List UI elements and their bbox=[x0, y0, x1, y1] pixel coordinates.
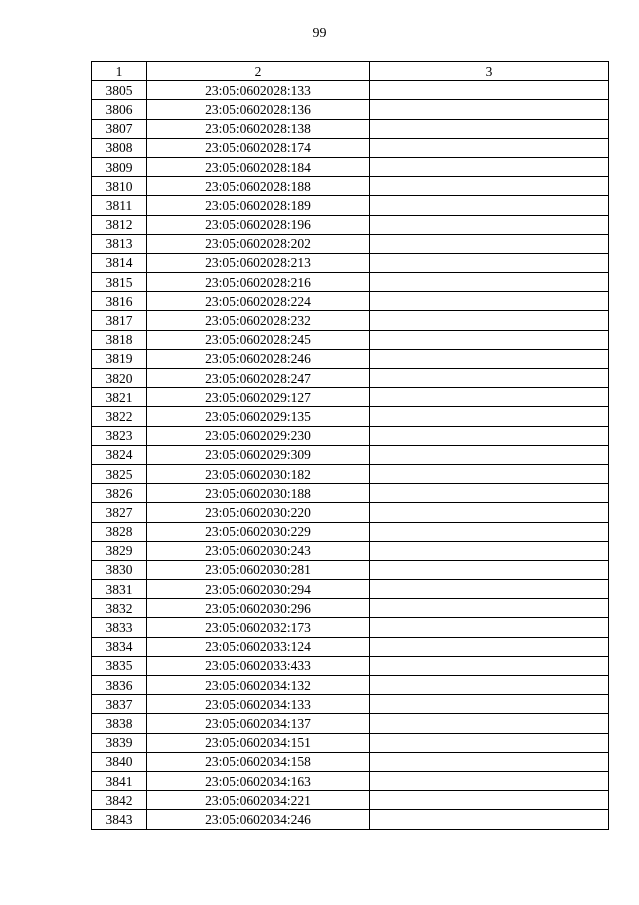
cadastral-number-cell: 23:05:0602030:296 bbox=[147, 599, 370, 618]
cadastral-number-cell: 23:05:0602028:133 bbox=[147, 81, 370, 100]
table-row bbox=[92, 733, 609, 752]
row-number-cell: 3829 bbox=[92, 541, 147, 560]
note-cell bbox=[370, 503, 609, 522]
table-row bbox=[92, 177, 609, 196]
note-cell bbox=[370, 388, 609, 407]
cadastral-number-cell: 23:05:0602028:202 bbox=[147, 234, 370, 253]
note-cell bbox=[370, 522, 609, 541]
cadastral-number-cell: 23:05:0602028:247 bbox=[147, 369, 370, 388]
table-row bbox=[92, 369, 609, 388]
row-number-cell: 3843 bbox=[92, 810, 147, 829]
cadastral-number-cell: 23:05:0602028:184 bbox=[147, 157, 370, 176]
note-cell bbox=[370, 733, 609, 752]
cadastral-number-cell: 23:05:0602030:188 bbox=[147, 484, 370, 503]
cadastral-number-cell: 23:05:0602028:196 bbox=[147, 215, 370, 234]
note-cell bbox=[370, 369, 609, 388]
note-cell bbox=[370, 196, 609, 215]
table-row bbox=[92, 656, 609, 675]
table-row bbox=[92, 810, 609, 829]
cadastral-number-cell: 23:05:0602030:182 bbox=[147, 464, 370, 483]
row-number-cell: 3815 bbox=[92, 273, 147, 292]
cadastral-number-cell: 23:05:0602033:433 bbox=[147, 656, 370, 675]
note-cell bbox=[370, 484, 609, 503]
row-number-cell: 3826 bbox=[92, 484, 147, 503]
row-number-cell: 3831 bbox=[92, 580, 147, 599]
table-row bbox=[92, 81, 609, 100]
table-row bbox=[92, 292, 609, 311]
row-number-cell: 3839 bbox=[92, 733, 147, 752]
table-row bbox=[92, 426, 609, 445]
table-row bbox=[92, 503, 609, 522]
row-number-cell: 3841 bbox=[92, 771, 147, 790]
header-cell-col-3: 3 bbox=[370, 62, 609, 81]
row-number-cell: 3823 bbox=[92, 426, 147, 445]
cadastral-number-cell: 23:05:0602029:230 bbox=[147, 426, 370, 445]
note-cell bbox=[370, 771, 609, 790]
row-number-cell: 3828 bbox=[92, 522, 147, 541]
row-number-cell: 3836 bbox=[92, 676, 147, 695]
table-row bbox=[92, 618, 609, 637]
row-number-cell: 3809 bbox=[92, 157, 147, 176]
cadastral-number-cell: 23:05:0602030:220 bbox=[147, 503, 370, 522]
row-number-cell: 3830 bbox=[92, 560, 147, 579]
cadastral-number-cell: 23:05:0602028:213 bbox=[147, 253, 370, 272]
table-row bbox=[92, 445, 609, 464]
row-number-cell: 3810 bbox=[92, 177, 147, 196]
table-row bbox=[92, 234, 609, 253]
cadastral-number-cell: 23:05:0602030:229 bbox=[147, 522, 370, 541]
table-row bbox=[92, 599, 609, 618]
note-cell bbox=[370, 752, 609, 771]
note-cell bbox=[370, 810, 609, 829]
note-cell bbox=[370, 464, 609, 483]
table-row bbox=[92, 100, 609, 119]
table-row bbox=[92, 407, 609, 426]
table-row bbox=[92, 522, 609, 541]
table-row bbox=[92, 196, 609, 215]
cadastral-number-cell: 23:05:0602028:224 bbox=[147, 292, 370, 311]
table-row bbox=[92, 695, 609, 714]
cadastral-number-cell: 23:05:0602028:188 bbox=[147, 177, 370, 196]
table-row bbox=[92, 464, 609, 483]
table-row bbox=[92, 637, 609, 656]
note-cell bbox=[370, 618, 609, 637]
note-cell bbox=[370, 177, 609, 196]
table-body bbox=[92, 81, 609, 829]
cadastral-number-cell: 23:05:0602028:232 bbox=[147, 311, 370, 330]
note-cell bbox=[370, 157, 609, 176]
note-cell bbox=[370, 311, 609, 330]
cadastral-number-cell: 23:05:0602034:133 bbox=[147, 695, 370, 714]
row-number-cell: 3840 bbox=[92, 752, 147, 771]
cadastral-number-cell: 23:05:0602028:245 bbox=[147, 330, 370, 349]
note-cell bbox=[370, 81, 609, 100]
note-cell bbox=[370, 253, 609, 272]
table-row bbox=[92, 541, 609, 560]
row-number-cell: 3814 bbox=[92, 253, 147, 272]
row-number-cell: 3806 bbox=[92, 100, 147, 119]
row-number-cell: 3835 bbox=[92, 656, 147, 675]
row-number-cell: 3834 bbox=[92, 637, 147, 656]
note-cell bbox=[370, 100, 609, 119]
row-number-cell: 3824 bbox=[92, 445, 147, 464]
table-row bbox=[92, 330, 609, 349]
note-cell bbox=[370, 541, 609, 560]
table-row bbox=[92, 752, 609, 771]
row-number-cell: 3808 bbox=[92, 138, 147, 157]
cadastral-number-cell: 23:05:0602030:243 bbox=[147, 541, 370, 560]
cadastral-number-cell: 23:05:0602032:173 bbox=[147, 618, 370, 637]
table-row bbox=[92, 253, 609, 272]
table-row bbox=[92, 349, 609, 368]
row-number-cell: 3837 bbox=[92, 695, 147, 714]
cadastral-number-cell: 23:05:0602034:151 bbox=[147, 733, 370, 752]
table-row bbox=[92, 157, 609, 176]
table-row bbox=[92, 388, 609, 407]
table-row bbox=[92, 273, 609, 292]
row-number-cell: 3833 bbox=[92, 618, 147, 637]
cadastral-number-cell: 23:05:0602034:163 bbox=[147, 771, 370, 790]
cadastral-number-cell: 23:05:0602028:136 bbox=[147, 100, 370, 119]
row-number-cell: 3822 bbox=[92, 407, 147, 426]
row-number-cell: 3825 bbox=[92, 464, 147, 483]
row-number-cell: 3842 bbox=[92, 791, 147, 810]
row-number-cell: 3818 bbox=[92, 330, 147, 349]
cadastral-number-cell: 23:05:0602034:132 bbox=[147, 676, 370, 695]
note-cell bbox=[370, 138, 609, 157]
data-table bbox=[91, 61, 609, 830]
cadastral-number-cell: 23:05:0602034:137 bbox=[147, 714, 370, 733]
note-cell bbox=[370, 714, 609, 733]
row-number-cell: 3816 bbox=[92, 292, 147, 311]
cadastral-number-cell: 23:05:0602034:158 bbox=[147, 752, 370, 771]
cadastral-number-cell: 23:05:0602030:294 bbox=[147, 580, 370, 599]
page-number: 99 bbox=[312, 26, 327, 41]
note-cell bbox=[370, 695, 609, 714]
cadastral-number-cell: 23:05:0602028:138 bbox=[147, 119, 370, 138]
cadastral-number-cell: 23:05:0602029:135 bbox=[147, 407, 370, 426]
cadastral-number-cell: 23:05:0602029:127 bbox=[147, 388, 370, 407]
table-row bbox=[92, 484, 609, 503]
cadastral-number-cell: 23:05:0602029:309 bbox=[147, 445, 370, 464]
row-number-cell: 3838 bbox=[92, 714, 147, 733]
row-number-cell: 3817 bbox=[92, 311, 147, 330]
table-row bbox=[92, 138, 609, 157]
note-cell bbox=[370, 234, 609, 253]
row-number-cell: 3827 bbox=[92, 503, 147, 522]
table-row bbox=[92, 676, 609, 695]
note-cell bbox=[370, 426, 609, 445]
note-cell bbox=[370, 349, 609, 368]
note-cell bbox=[370, 119, 609, 138]
note-cell bbox=[370, 791, 609, 810]
note-cell bbox=[370, 330, 609, 349]
cadastral-number-cell: 23:05:0602034:221 bbox=[147, 791, 370, 810]
note-cell bbox=[370, 656, 609, 675]
cadastral-number-cell: 23:05:0602028:246 bbox=[147, 349, 370, 368]
row-number-cell: 3805 bbox=[92, 81, 147, 100]
row-number-cell: 3811 bbox=[92, 196, 147, 215]
table-row bbox=[92, 215, 609, 234]
note-cell bbox=[370, 599, 609, 618]
table-row bbox=[92, 580, 609, 599]
note-cell bbox=[370, 560, 609, 579]
cadastral-number-cell: 23:05:0602028:174 bbox=[147, 138, 370, 157]
cadastral-number-cell: 23:05:0602030:281 bbox=[147, 560, 370, 579]
note-cell bbox=[370, 445, 609, 464]
row-number-cell: 3807 bbox=[92, 119, 147, 138]
table-row bbox=[92, 714, 609, 733]
note-cell bbox=[370, 676, 609, 695]
note-cell bbox=[370, 580, 609, 599]
table-row bbox=[92, 560, 609, 579]
note-cell bbox=[370, 407, 609, 426]
row-number-cell: 3820 bbox=[92, 369, 147, 388]
row-number-cell: 3813 bbox=[92, 234, 147, 253]
row-number-cell: 3812 bbox=[92, 215, 147, 234]
note-cell bbox=[370, 637, 609, 656]
header-cell-col-1: 1 bbox=[92, 62, 147, 81]
header-cell-col-2: 2 bbox=[147, 62, 370, 81]
cadastral-number-cell: 23:05:0602034:246 bbox=[147, 810, 370, 829]
note-cell bbox=[370, 292, 609, 311]
note-cell bbox=[370, 215, 609, 234]
note-cell bbox=[370, 273, 609, 292]
table-row bbox=[92, 311, 609, 330]
cadastral-number-cell: 23:05:0602028:216 bbox=[147, 273, 370, 292]
row-number-cell: 3819 bbox=[92, 349, 147, 368]
header-row bbox=[92, 62, 609, 81]
cadastral-number-cell: 23:05:0602033:124 bbox=[147, 637, 370, 656]
row-number-cell: 3832 bbox=[92, 599, 147, 618]
table-row bbox=[92, 791, 609, 810]
table-header bbox=[92, 62, 609, 81]
table-row bbox=[92, 119, 609, 138]
table-row bbox=[92, 771, 609, 790]
cadastral-number-cell: 23:05:0602028:189 bbox=[147, 196, 370, 215]
row-number-cell: 3821 bbox=[92, 388, 147, 407]
